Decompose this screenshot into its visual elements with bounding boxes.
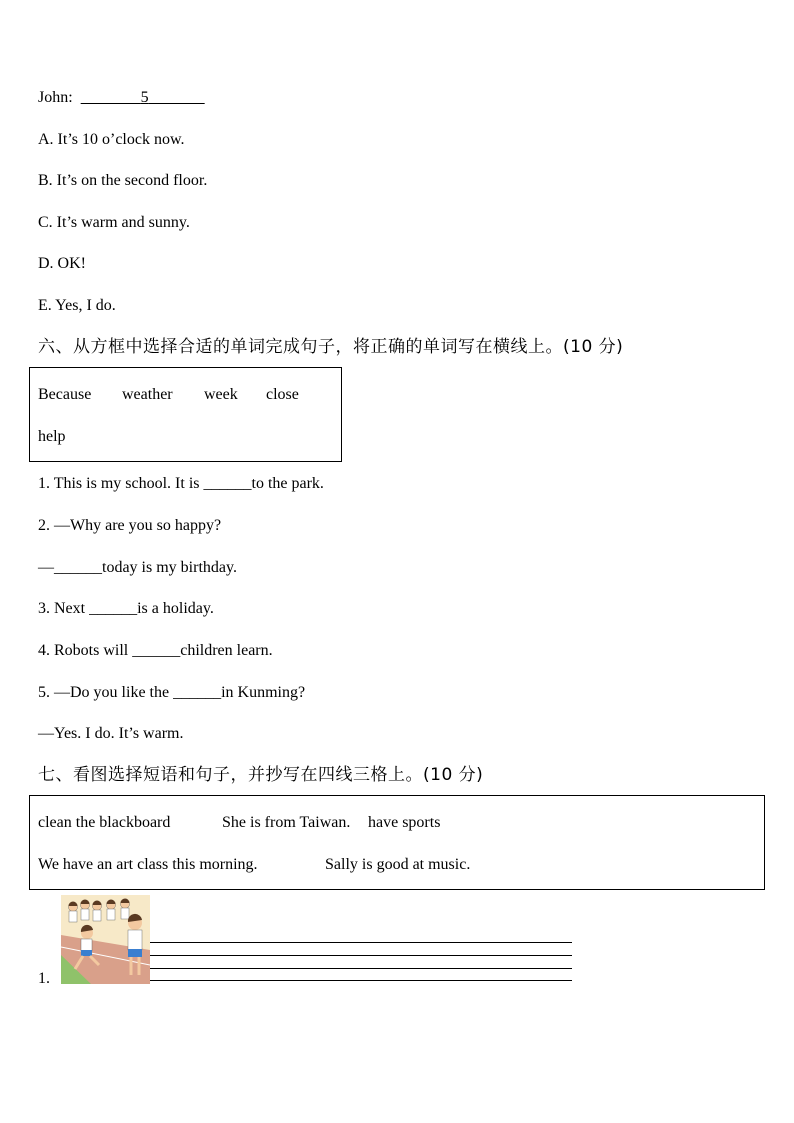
sports-picture	[61, 895, 150, 984]
phrase-from-taiwan: She is from Taiwan.	[222, 814, 351, 831]
word-box	[29, 367, 342, 462]
phrase-art-class: We have an art class this morning.	[38, 856, 258, 873]
s6-item-4-blank[interactable]: ______	[132, 642, 181, 659]
s6-item-5-text: 5. —Do you like the	[38, 684, 174, 701]
phrase-clean-blackboard: clean the blackboard	[38, 814, 171, 831]
word-weather: weather	[122, 386, 173, 403]
s6-item-1-tail: to the park.	[251, 475, 324, 492]
phrase-box	[29, 795, 765, 890]
grid-line-2	[150, 955, 572, 956]
s6-item-4-text: 4. Robots will	[38, 642, 133, 659]
option-c: C. It’s warm and sunny.	[38, 214, 190, 231]
blank-number: 5	[140, 89, 149, 106]
s6-item-3-text: 3. Next	[38, 600, 90, 617]
option-b: B. It’s on the second floor.	[38, 172, 208, 189]
answer-blank-5[interactable]	[81, 89, 205, 106]
s6-item-2-tail: today is my birthday.	[102, 559, 237, 576]
word-close: close	[266, 386, 299, 403]
s6-item-2-answer	[38, 558, 237, 578]
s6-item-2-dash: —	[38, 559, 54, 576]
grid-line-3	[150, 968, 572, 969]
s6-item-2-question: 2. —Why are you so happy?	[38, 517, 222, 534]
s6-item-5-blank[interactable]: ______	[173, 684, 222, 701]
s6-item-4	[38, 641, 273, 661]
grid-line-4	[150, 980, 572, 981]
option-e: E. Yes, I do.	[38, 297, 116, 314]
grid-line-1	[150, 942, 572, 943]
phrase-have-sports: have sports	[368, 814, 441, 831]
s6-item-3	[38, 599, 214, 619]
s7-question-number: 1.	[38, 970, 50, 987]
s6-item-1	[38, 474, 324, 494]
s6-item-3-blank[interactable]: ______	[89, 600, 138, 617]
word-week: week	[204, 386, 238, 403]
s6-item-1-text: 1. This is my school. It is	[38, 475, 204, 492]
s6-item-4-tail: children learn.	[180, 642, 273, 659]
section6-heading: 六、从方框中选择合适的单词完成句子，将正确的单词写在横线上。(10 分)	[38, 337, 624, 357]
option-a: A. It’s 10 o’clock now.	[38, 131, 185, 148]
phrase-good-at-music: Sally is good at music.	[325, 856, 471, 873]
s6-item-5	[38, 683, 305, 703]
speaker-label: John:	[38, 89, 73, 106]
option-d: D. OK!	[38, 255, 86, 272]
word-because: Because	[38, 386, 92, 403]
s6-item-5-answer: —Yes. I do. It’s warm.	[38, 725, 184, 742]
dialog-line-john	[38, 88, 209, 108]
s6-item-5-tail: in Kunming?	[221, 684, 306, 701]
s6-item-3-tail: is a holiday.	[137, 600, 214, 617]
s6-item-1-blank[interactable]: ______	[203, 475, 252, 492]
s6-item-2-blank[interactable]: ______	[54, 559, 102, 576]
word-help: help	[38, 428, 66, 445]
section7-heading: 七、看图选择短语和句子，并抄写在四线三格上。(10 分)	[38, 765, 484, 785]
